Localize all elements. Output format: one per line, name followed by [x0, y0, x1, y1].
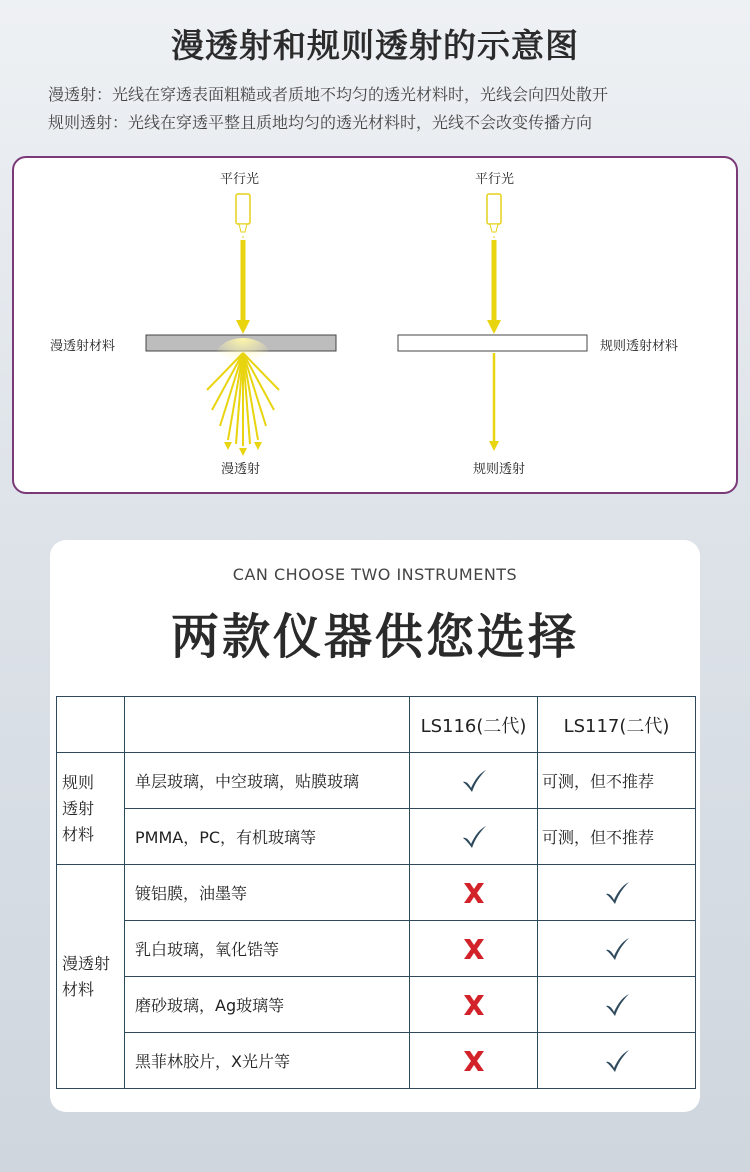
material-cell: 镀铝膜，油墨等 — [125, 865, 410, 921]
ls117-note: 可测，但不推荐 — [538, 753, 696, 809]
ls116-mark — [410, 921, 538, 977]
check-icon — [461, 769, 487, 793]
ls116-mark — [410, 865, 538, 921]
header-empty-mat — [125, 697, 410, 753]
diagram-panel — [12, 156, 738, 494]
scatter-rays — [207, 353, 279, 446]
compare-subtitle: CAN CHOOSE TWO INSTRUMENTS — [232, 565, 518, 584]
model-ls117: LS117(二代) — [538, 697, 696, 753]
check-icon — [604, 993, 630, 1017]
regular-material — [398, 335, 587, 351]
cross-icon — [461, 937, 487, 961]
table-row — [57, 977, 696, 1033]
cross-icon — [461, 1049, 487, 1073]
table-row — [57, 1033, 696, 1089]
check-icon — [604, 937, 630, 961]
cross-icon — [461, 993, 487, 1017]
page-title: 漫透射和规则透射的示意图 — [171, 26, 579, 65]
table-header-row — [57, 697, 696, 753]
check-icon — [604, 881, 630, 905]
regular-result-label: 规则透射 — [473, 462, 526, 477]
material-cell: 磨砂玻璃，Ag玻璃等 — [125, 977, 410, 1033]
material-cell: 单层玻璃，中空玻璃，贴膜玻璃 — [125, 753, 410, 809]
compare-title: 两款仪器供您选择 — [170, 609, 579, 665]
ls116-mark — [410, 977, 538, 1033]
light-source-left — [236, 194, 250, 240]
table-row — [57, 809, 696, 865]
transmission-diagram — [14, 158, 740, 496]
check-icon — [604, 1049, 630, 1073]
ls117-mark — [538, 865, 696, 921]
beam-left-arrow — [236, 320, 250, 334]
category-cell: 漫透射 材料 — [57, 865, 125, 1089]
material-cell: PMMA，PC，有机玻璃等 — [125, 809, 410, 865]
ls117-note: 可测，但不推荐 — [538, 809, 696, 865]
ls116-mark — [410, 809, 538, 865]
ls117-mark — [538, 977, 696, 1033]
desc-diffuse: 漫透射：光线在穿透表面粗糙或者质地不均匀的透光材料时，光线会向四处散开 — [48, 85, 609, 104]
light-label-left: 平行光 — [220, 172, 260, 187]
header-empty-cat — [57, 697, 125, 753]
ls116-mark — [410, 753, 538, 809]
light-source-right — [487, 194, 501, 240]
model-ls116: LS116(二代) — [410, 697, 538, 753]
desc-regular: 规则透射：光线在穿透平整且质地均匀的透光材料时，光线不会改变传播方向 — [48, 113, 593, 132]
category-cell: 规则 透射 材料 — [57, 753, 125, 865]
table-row — [57, 921, 696, 977]
beam-right-arrow — [487, 320, 501, 334]
check-icon — [461, 825, 487, 849]
material-cell: 黑菲林胶片，X光片等 — [125, 1033, 410, 1089]
light-label-right: 平行光 — [475, 172, 515, 187]
regular-material-label: 规则透射材料 — [600, 339, 679, 354]
material-cell: 乳白玻璃，氧化锆等 — [125, 921, 410, 977]
diffuse-result-label: 漫透射 — [221, 462, 261, 477]
comparison-table — [56, 696, 696, 1089]
diffuse-material-label: 漫透射材料 — [50, 339, 116, 354]
cross-icon — [461, 881, 487, 905]
ls117-mark — [538, 921, 696, 977]
beam-right-out-arrow — [489, 441, 499, 451]
ls116-mark — [410, 1033, 538, 1089]
table-row — [57, 753, 696, 809]
table-row — [57, 865, 696, 921]
ls117-mark — [538, 1033, 696, 1089]
